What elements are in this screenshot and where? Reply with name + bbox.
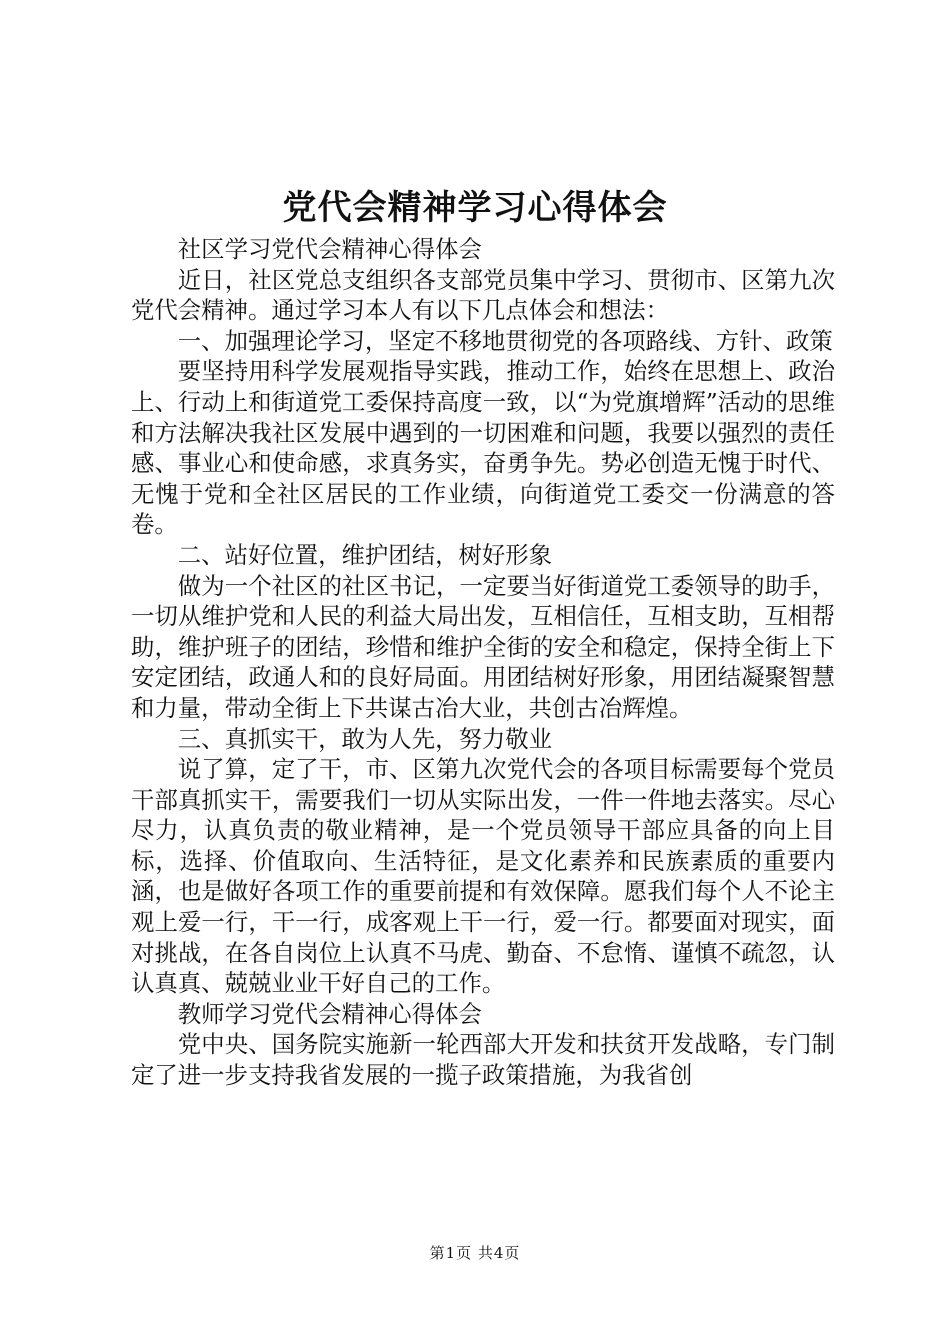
document-title: 党代会精神学习心得体会 [282,188,668,228]
paragraph-section-heading: 教师学习党代会精神心得体会 [177,999,482,1028]
paragraph: 做为一个社区的社区书记，一定要当好街道党工委领导的助手，一切从维护党和人民的利益大局出发，互相信任，互相支助，互相帮助，维护班子的团结，珍惜和维护全街的安全和稳定，保持全街上下安定团结，政通人和的良好局面。用团结树好形象，用团结凝聚智慧和力量，带动全街上下共谋古冶大业，共创古冶辉煌。 [131,571,835,722]
document-body [131,234,835,1091]
paragraph-section-heading: 社区学习党代会精神心得体会 [177,235,482,263]
page-number-footer: 第1页 共4页 [429,1244,521,1262]
paragraph-heading: 一、加强理论学习，坚定不移地贯彻党的各项路线、方针、政策 [177,326,833,355]
paragraph: 要坚持用科学发展观指导实践，推动工作，始终在思想上、政治上、行动上和街道党工委保持高度一致，以“为党旗增辉”活动的思维和方法解决我社区发展中遇到的一切困难和问题，我要以强烈的责任感、事业心和使命感，求真务实，奋勇争先。势必创造无愧于时代、无愧于党和全社区居民的工作业绩，向街道党工委交一份满意的答卷。 [131,357,835,539]
paragraph-heading: 三、真抓实干，敢为人先，努力敬业 [177,724,553,753]
paragraph: 说了算，定了干，市、区第九次党代会的各项目标需要每个党员干部真抓实干，需要我们一切从实际出发，一件一件地去落实。尽心尽力，认真负责的敬业精神，是一个党员领导干部应具备的向上目标，选择、价值取向、生活特征，是文化素养和民族素质的重要内涵，也是做好各项工作的重要前提和有效保障。愿我们每个人不论主观上爱一行，干一行，成客观上干一行，爱一行。都要面对现实，面对挑战，在各自岗位上认真不马虎、勤奋、不怠惰、谨慎不疏忽，认认真真、兢兢业业干好自己的工作。 [131,755,835,998]
paragraph: 近日，社区党总支组织各支部党员集中学习、贯彻市、区第九次党代会精神。通过学习本人有以下几点体会和想法： [131,265,835,325]
paragraph: 党中央、国务院实施新一轮西部大开发和扶贫开发战略，专门制定了进一步支持我省发展的一揽子政策措施，为我省创 [131,1030,835,1090]
paragraph-heading: 二、站好位置，维护团结，树好形象 [177,540,553,569]
